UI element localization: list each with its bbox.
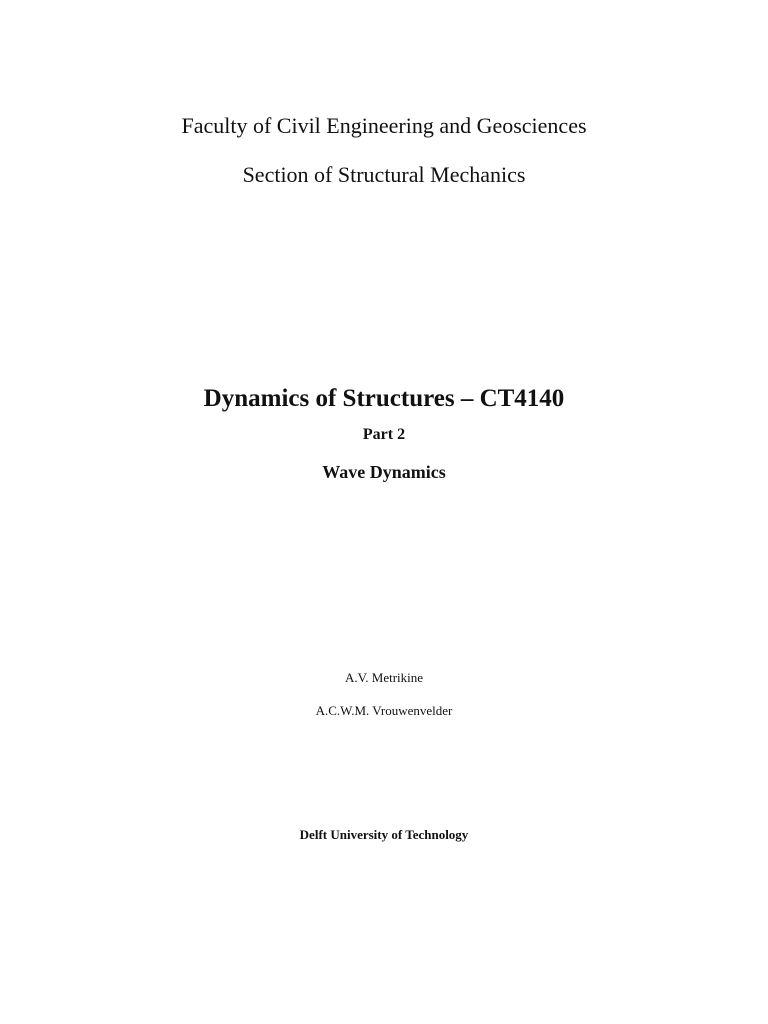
part-label: Part 2 (362, 426, 406, 443)
faculty-heading: Faculty of Civil Engineering and Geosciences (181, 113, 587, 138)
document-title: Dynamics of Structures – CT4140 (203, 385, 565, 412)
author-name: A.C.W.M. Vrouwenvelder (315, 703, 453, 718)
document-subtitle: Wave Dynamics (322, 462, 446, 482)
author-name: A.V. Metrikine (344, 670, 424, 685)
university-name: Delft University of Technology (299, 827, 469, 842)
section-heading: Section of Structural Mechanics (242, 162, 526, 187)
